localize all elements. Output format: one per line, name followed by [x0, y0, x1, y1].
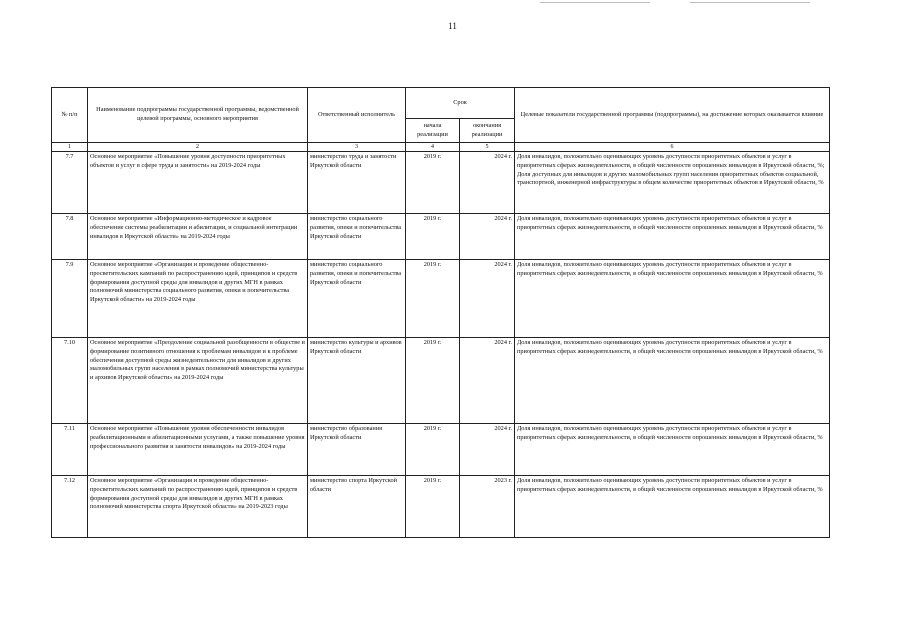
table-row	[52, 476, 830, 538]
row-executor: министерство культуры и архивов Иркутской области	[308, 338, 406, 424]
row-indicators	[515, 476, 830, 538]
table-row	[52, 338, 830, 424]
row-start-year: 2019 г.	[406, 476, 460, 538]
header-row	[52, 88, 830, 119]
row-number: 7.8	[52, 214, 88, 260]
indicator-text: Доля инвалидов, положительно оценивающих уровень доступности приоритетных объектов и услуг в приоритетных сферах жизнедеятельности, в общей численности опрошенных инвалидов в Иркутской области, %	[517, 425, 823, 441]
header-name: Наименование подпрограммы государственной программы, ведомственной целевой программы, основного мероприятия	[88, 88, 308, 143]
row-end-year: 2024 г.	[460, 260, 515, 338]
row-measure-name: Основное мероприятие «Организация и проведение общественно-просветительских кампаний по распространению идей, принципов и средств формирования доступной среды для инвалидов и других МГН в рамках полномочий министерства социального развития, опеки и попечительства Иркутской области» на 2019-2024 годы	[88, 260, 308, 338]
row-end-year: 2024 г.	[460, 152, 515, 214]
indicator-text: Доля инвалидов, положительно оценивающих уровень доступности приоритетных объектов и услуг в приоритетных сферах жизнедеятельности, в общей численности опрошенных инвалидов в Иркутской области, %	[517, 261, 823, 277]
table-row	[52, 152, 830, 214]
row-indicators	[515, 214, 830, 260]
row-number: 7.7	[52, 152, 88, 214]
header-executor: Ответственный исполнитель	[308, 88, 406, 143]
column-number: 1	[52, 143, 88, 152]
row-executor: министерство социального развития, опеки и попечительства Иркутской области	[308, 260, 406, 338]
column-number-row	[52, 143, 830, 152]
row-indicators	[515, 260, 830, 338]
row-number: 7.9	[52, 260, 88, 338]
scan-artifact	[690, 2, 810, 3]
indicator-text: Доля инвалидов, положительно оценивающих уровень доступности приоритетных объектов и услуг в приоритетных сферах жизнедеятельности, в общей численности опрошенных инвалидов в Иркутской области, %;	[517, 153, 825, 169]
row-start-year: 2019 г.	[406, 338, 460, 424]
header-indicators: Целевые показатели государственной программы (подпрограммы), на достижение которых оказывается влияние	[515, 88, 830, 143]
indicator-text: Доля инвалидов, положительно оценивающих уровень доступности приоритетных объектов и услуг в приоритетных сферах жизнедеятельности, в общей численности опрошенных инвалидов в Иркутской области, %	[517, 477, 823, 493]
row-start-year: 2019 г.	[406, 214, 460, 260]
row-start-year: 2019 г.	[406, 260, 460, 338]
row-indicators	[515, 152, 830, 214]
header-num: № п/п	[52, 88, 88, 143]
row-measure-name: Основное мероприятие «Организация и проведение общественно-просветительских кампаний по распространению идей, принципов и средств формирования доступной среды для инвалидов и других МГН в рамках полномочий министерства спорта Иркутской области» на 2019-2023 годы	[88, 476, 308, 538]
table-body	[52, 143, 830, 538]
row-executor: министерство образования Иркутской области	[308, 424, 406, 476]
table-row	[52, 214, 830, 260]
row-executor: министерство труда и занятости Иркутской области	[308, 152, 406, 214]
page-number: 11	[448, 21, 457, 31]
scan-artifact	[540, 2, 650, 3]
row-number: 7.10	[52, 338, 88, 424]
row-measure-name: Основное мероприятие «Повышение уровня обеспеченности инвалидов реабилитационными и абилитационными услугами, а также повышение уровня профессионального развития и занятости инвалидов» на 2019-2024 годы	[88, 424, 308, 476]
column-number: 5	[460, 143, 515, 152]
program-table	[51, 87, 830, 538]
row-indicators	[515, 338, 830, 424]
row-start-year: 2019 г.	[406, 424, 460, 476]
row-number: 7.11	[52, 424, 88, 476]
row-end-year: 2024 г.	[460, 338, 515, 424]
indicator-text: Доля инвалидов, положительно оценивающих уровень доступности приоритетных объектов и услуг в приоритетных сферах жизнедеятельности, в общей численности опрошенных инвалидов в Иркутской области, %	[517, 215, 823, 231]
column-number: 6	[515, 143, 830, 152]
column-number: 2	[88, 143, 308, 152]
header-term: Срок	[406, 88, 515, 119]
indicator-text: Доля инвалидов, положительно оценивающих уровень доступности приоритетных объектов и услуг в приоритетных сферах жизнедеятельности, в общей численности опрошенных инвалидов в Иркутской области, %	[517, 339, 823, 355]
header-end: окончания реализации	[460, 119, 515, 143]
header-start: начала реализации	[406, 119, 460, 143]
row-end-year: 2024 г.	[460, 424, 515, 476]
row-executor: министерство спорта Иркутской области	[308, 476, 406, 538]
column-number: 3	[308, 143, 406, 152]
row-measure-name: Основное мероприятие «Повышение уровня доступности приоритетных объектов и услуг в сфере труда и занятости» на 2019-2024 годы	[88, 152, 308, 214]
indicator-text: Доля доступных для инвалидов и других маломобильных групп населения приоритетных объектов социальной, транспортной, инженерной инфраструктуры в общем количестве приоритетных объектов в Иркутской области, %	[517, 170, 824, 187]
row-number: 7.12	[52, 476, 88, 538]
row-end-year: 2024 г.	[460, 214, 515, 260]
row-indicators	[515, 424, 830, 476]
row-end-year: 2023 г.	[460, 476, 515, 538]
table-row	[52, 424, 830, 476]
row-start-year: 2019 г.	[406, 152, 460, 214]
row-measure-name: Основное мероприятие «Преодоление социальной разобщенности в обществе и формирование позитивного отношения к проблемам инвалидов и к проблеме обеспечения доступной среды жизнедеятельности для инвалидов и других маломобильных групп населения в рамках полномочий министерства культуры и архивов Иркутской области» на 2019-2024 годы	[88, 338, 308, 424]
row-executor: министерство социального развития, опеки и попечительства Иркутской области	[308, 214, 406, 260]
column-number: 4	[406, 143, 460, 152]
row-measure-name: Основное мероприятие «Информационно-методическое и кадровое обеспечение системы реабилитации и абилитации, и социальной интеграции инвалидов в Иркутской области» на 2019-2024 годы	[88, 214, 308, 260]
table-row	[52, 260, 830, 338]
